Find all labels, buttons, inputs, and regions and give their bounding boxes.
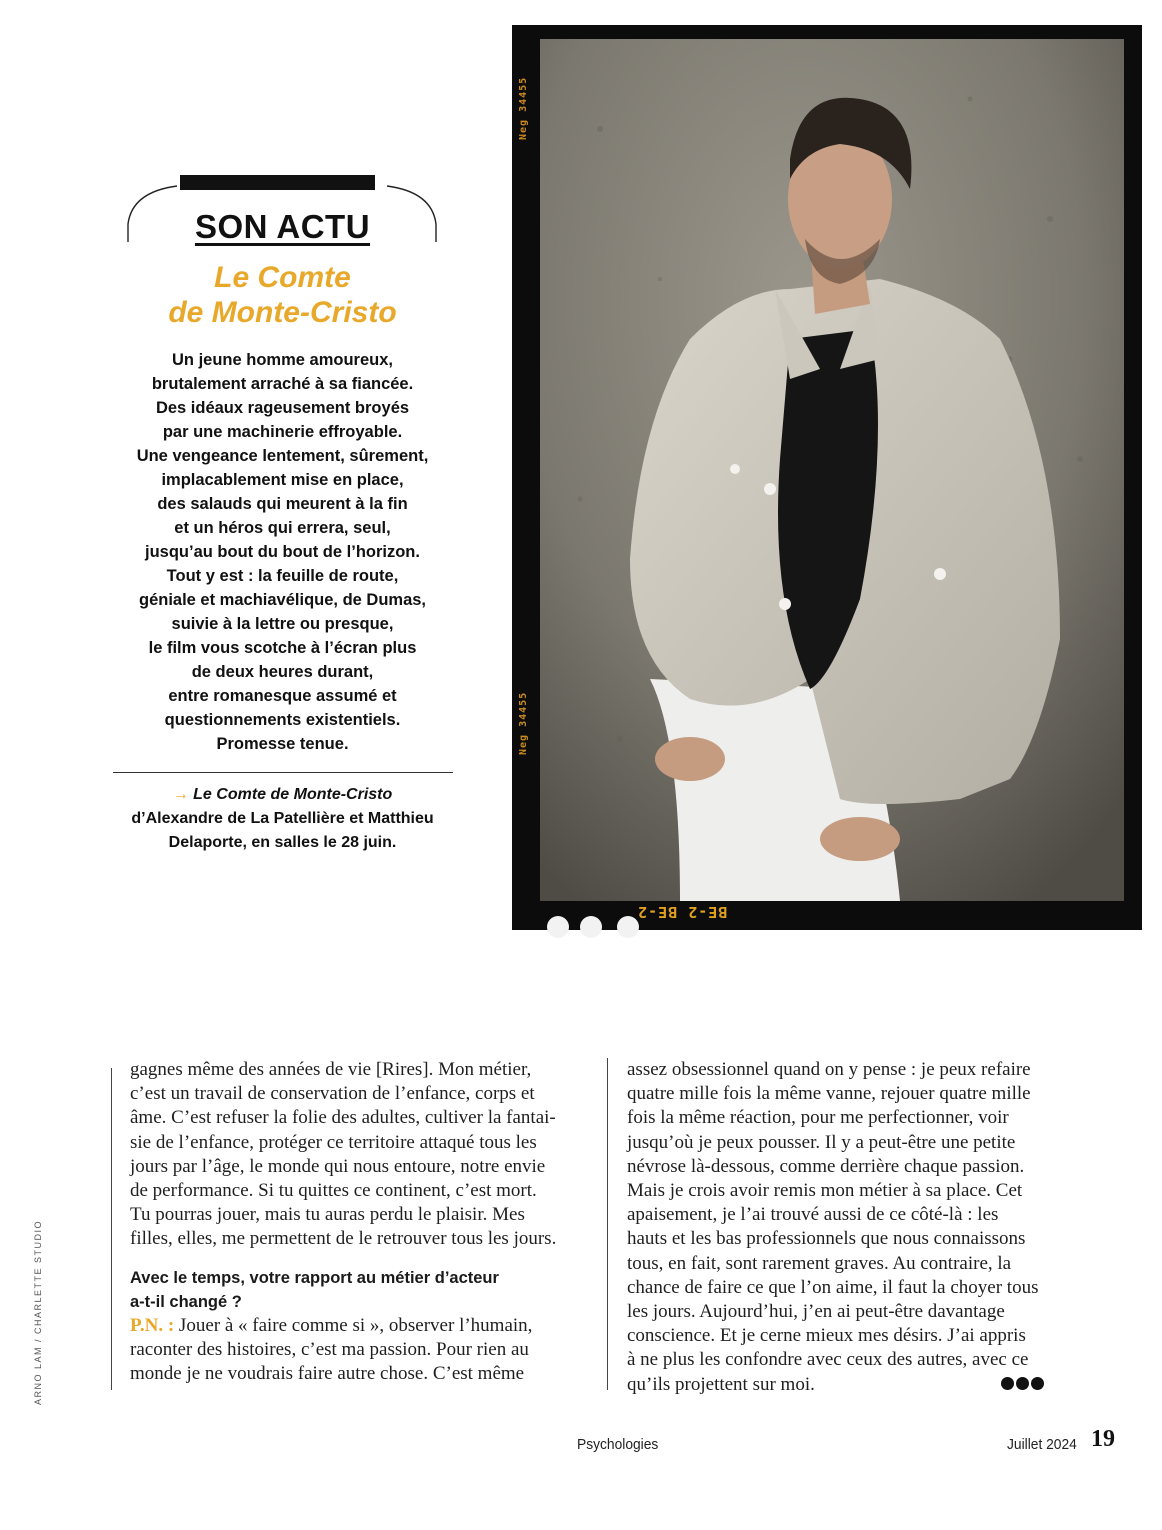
sprocket-hole xyxy=(547,916,569,938)
film-negative-frame xyxy=(512,25,1142,930)
column-rule xyxy=(607,1058,608,1390)
article-column-1 xyxy=(130,1058,582,1386)
arrow-right-icon: → xyxy=(172,786,189,803)
film-edge-code: Neg 34455 xyxy=(518,691,529,755)
decorative-bar xyxy=(180,175,375,190)
portrait-photo xyxy=(540,39,1124,901)
film-frame-marks: BE-2 BE-2 xyxy=(637,903,728,921)
photo-credit: ARNO LAM / CHARLETTE STUDIO xyxy=(33,1219,43,1405)
film-synopsis: Un jeune homme amoureux, brutalement arraché à sa fiancée. Des idéaux rageusement broyés par une machinerie effroyable. Une vengeance lentement, sûrement, implacablement mise en place, des salauds qui meurent à la fin et un héros qui errera, seul, jusqu’au bout du bout de l’horizon. Tout y est : la feuille de route, géniale et machiavélique, de Dumas, suivie à la lettre ou presque, le film vous scotche à l’écran plus de deux heures durant, entre romanesque assumé et questionnements existentiels. Promesse tenue. xyxy=(136,351,429,753)
page-number: 19 xyxy=(1091,1426,1115,1452)
portrait-illustration xyxy=(540,39,1124,901)
article-paragraph: assez obsessionnel quand on y pense : je peux refaire quatre mille fois la même vanne, rejouer quatre mille fois la même réaction, pour me perfectionner, voir jusqu’où je peux pousser. Il y a peut-être une petite névrose là-dessous, comme derrière chaque passion. Mais je crois avoir remis mon métier à sa place. Cet apaisement, je l’ai trouvé aussi de ce côté-là : les hauts et les bas professionnels que nous connaissons tous, en fait, sont rarement graves. Au contraire, la chance de faire ce que l’on aime, il faut la choyer tous les jours. Aujourd’hui, j’en ai peut-être davantage conscience. Et je cerne mieux mes désirs. J’ai appris à ne plus les confondre avec ceux des autres, avec ce xyxy=(627,1059,1039,1371)
divider xyxy=(113,772,453,773)
article-last-line: qu’ils projettent sur moi. xyxy=(627,1373,1077,1398)
speaker-initials: P.N. : xyxy=(130,1314,175,1336)
end-of-article-dots-icon xyxy=(999,1373,1044,1397)
interview-answer: P.N. : Jouer à « faire comme si », observer l’humain, raconter des histoires, c’est ma passion. Pour rien au monde je ne voudrais faire autre chose. C’est même xyxy=(130,1314,533,1385)
article-paragraph: gagnes même des années de vie [Rires]. Mon métier, c’est un travail de conservation de l’enfance, corps et âme. C’est refuser la folie des adultes, cultiver la fantai- sie de l’enfance, protéger ce territoire attaqué tous les jours par l’âge, le monde qui nous entoure, notre envie de performance. Si tu quittes ce continent, c’est mort. Tu pourras jouer, mais tu auras perdu le plaisir. Mes filles, elles, me permettent de le retrouver tous les jours. xyxy=(130,1059,557,1250)
son-actu-box xyxy=(110,170,455,855)
film-edge-code: Neg 34455 xyxy=(518,76,529,140)
section-kicker: SON ACTU xyxy=(194,208,371,245)
article-column-2 xyxy=(627,1058,1077,1397)
magazine-name: Psychologies xyxy=(577,1436,659,1453)
column-rule xyxy=(111,1068,112,1390)
sprocket-hole xyxy=(617,916,639,938)
issue-date: Juillet 2024 xyxy=(1007,1436,1077,1453)
film-credit: → Le Comte de Monte-Cristo d’Alexandre de La Patellière et Matthieu Delaporte, en salles le 28 juin. xyxy=(131,786,434,851)
interview-question: Avec le temps, votre rapport au métier d’acteur a-t-il changé ? xyxy=(130,1268,499,1311)
sprocket-hole xyxy=(580,916,602,938)
film-title: Le Comte de Monte-Cristo xyxy=(168,261,397,329)
